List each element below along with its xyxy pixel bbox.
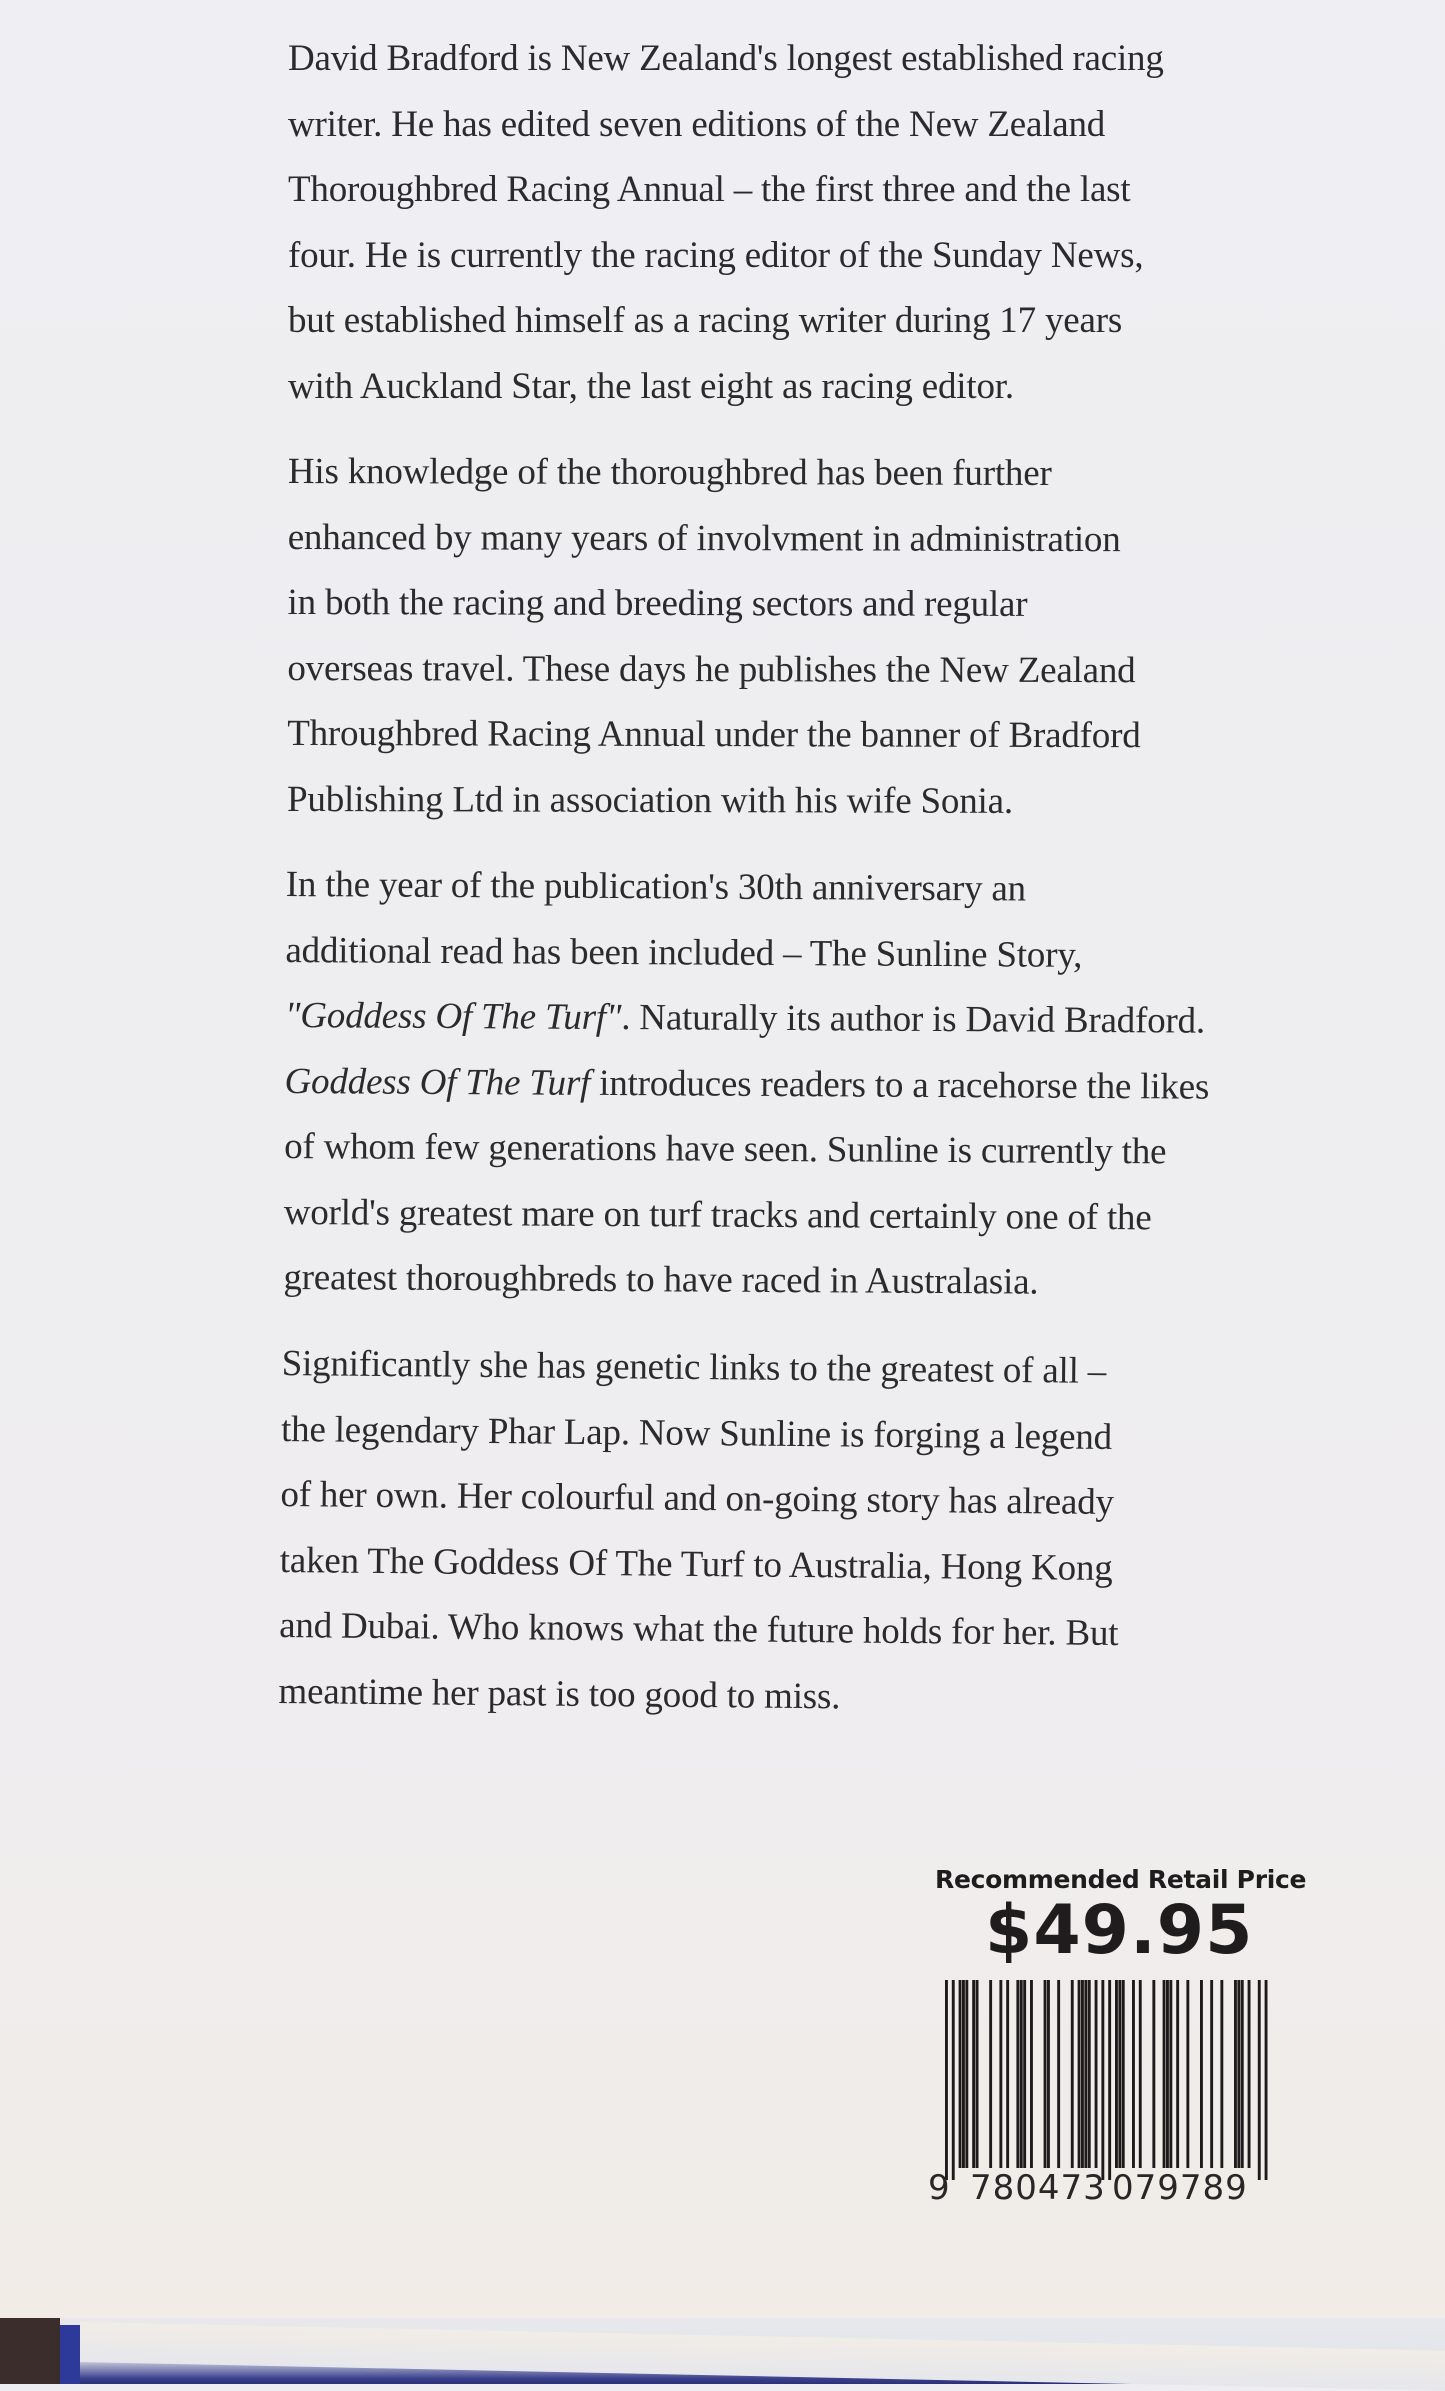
barcode-bar: [1186, 1980, 1189, 2168]
barcode-bar: [1169, 1980, 1172, 2168]
text-line: in both the racing and breeding sectors and regular: [287, 581, 1028, 625]
text-fragment: introduces readers to a racehorse the likes: [590, 1062, 1210, 1108]
blurb-text: [278, 26, 1288, 1724]
text-line: of whom few generations have seen. Sunline is currently the: [284, 1125, 1167, 1173]
text-line: with Auckland Star, the last eight as racing editor.: [288, 365, 1014, 407]
text-line: additional read has been included – The Sunline Story,: [285, 929, 1083, 976]
text-line: Publishing Ltd in association with his wife Sonia.: [287, 778, 1013, 822]
barcode-bar: [1176, 1980, 1179, 2168]
barcode-bar: [1084, 1980, 1087, 2168]
barcode-guard-bar: [1108, 1980, 1111, 2180]
text-line: of her own. Her colourful and on-going story has already: [280, 1473, 1114, 1523]
barcode-bar: [1095, 1980, 1098, 2168]
barcode-left-digits: 780473: [970, 2168, 1106, 2208]
barcode-bar: [1152, 1980, 1155, 2168]
barcode-bar: [965, 1980, 968, 2168]
barcode-bar: [1006, 1980, 1009, 2168]
barcode-bar: [1115, 1980, 1118, 2168]
barcode-bar: [1047, 1980, 1050, 2168]
isbn-barcode: [928, 1980, 1275, 2225]
barcode-bar: [962, 1980, 965, 2168]
barcode-bar: [1234, 1980, 1237, 2168]
barcode-bar: [1078, 1980, 1081, 2168]
barcode-bar: [1163, 1980, 1166, 2168]
paragraph-legend: [278, 1331, 1288, 1734]
barcode-guard-bar: [1101, 1980, 1104, 2180]
barcode-bars: [940, 1980, 1275, 2180]
text-line: Throughbred Racing Annual under the banner of Bradford: [287, 712, 1141, 757]
text-line: His knowledge of the thoroughbred has been further: [287, 450, 1052, 494]
barcode-bar: [999, 1980, 1002, 2168]
text-line: [285, 983, 1287, 1055]
barcode-bar: [1030, 1980, 1033, 2168]
barcode-bar: [1044, 1980, 1047, 2168]
paragraph-sunline-story: [283, 852, 1288, 1317]
barcode-first-digit: 9: [928, 2168, 951, 2208]
barcode-bar: [1020, 1980, 1023, 2168]
text-line: the legendary Phar Lap. Now Sunline is forging a legend: [280, 1407, 1113, 1457]
text-line: four. He is currently the racing editor of the Sunday News,: [288, 234, 1144, 276]
text-line: meantime her past is too good to miss.: [278, 1669, 841, 1717]
barcode-bar: [1132, 1980, 1135, 2168]
text-line: greatest thoroughbreds to have raced in Australasia.: [283, 1256, 1039, 1303]
text-line: enhanced by many years of involvment in administration: [287, 516, 1121, 560]
barcode-bar: [1210, 1980, 1213, 2168]
barcode-guard-bar: [1258, 1980, 1261, 2180]
barcode-bar: [1016, 1980, 1019, 2168]
barcode-bar: [1122, 1980, 1125, 2168]
paragraph-experience: [287, 439, 1288, 835]
text-line: Thoroughbred Racing Annual – the first three and the last: [288, 169, 1131, 210]
barcode-bar: [989, 1980, 992, 2168]
barcode-bar: [1166, 1980, 1169, 2168]
barcode-bar: [976, 1980, 979, 2168]
book-title-italic: Goddess Of The Turf: [284, 1060, 591, 1104]
barcode-bar: [1081, 1980, 1084, 2168]
barcode-bar: [1248, 1980, 1251, 2168]
barcode-bar: [1071, 1980, 1074, 2168]
text-line: but established himself as a racing writer during 17 years: [288, 300, 1123, 341]
paragraph-author-bio: [288, 26, 1288, 419]
text-fragment: . Naturally its author is David Bradford.: [621, 997, 1206, 1042]
barcode-guard-bar: [952, 1980, 955, 2180]
barcode-bar: [1118, 1980, 1121, 2168]
rrp-label-text: Recommended Retail Price: [935, 1865, 1307, 1894]
barcode-bar: [1241, 1980, 1244, 2168]
text-line: [284, 1048, 1286, 1120]
barcode-bar: [1237, 1980, 1240, 2168]
text-line: In the year of the publication's 30th anniversary an: [285, 863, 1027, 910]
barcode-bar: [1220, 1980, 1223, 2168]
barcode-guard-bar: [1265, 1980, 1268, 2180]
text-line: world's greatest mare on turf tracks and certainly one of the: [283, 1191, 1152, 1238]
price-label: [925, 1865, 1307, 1970]
barcode-right-digits: 079789: [1112, 2168, 1248, 2208]
barcode-bar: [1057, 1980, 1060, 2168]
book-title-italic: "Goddess Of The Turf": [284, 994, 622, 1039]
text-line: and Dubai. Who knows what the future holds for her. But: [278, 1604, 1119, 1654]
text-line: taken The Goddess Of The Turf to Australia, Hong Kong: [279, 1538, 1113, 1588]
barcode-bar: [1139, 1980, 1142, 2168]
shadow-corner: [0, 2318, 60, 2384]
price-value: $49.95: [985, 1891, 1254, 1970]
barcode-guard-bar: [945, 1980, 948, 2180]
text-line: overseas travel. These days he publishes the New Zealand: [287, 647, 1136, 691]
blue-binding-edge: [60, 2325, 80, 2384]
text-line: Significantly she has genetic links to the greatest of all –: [281, 1342, 1107, 1392]
barcode-bar: [1088, 1980, 1091, 2168]
barcode-bar: [1023, 1980, 1026, 2168]
text-line: writer. He has edited seven editions of the New Zealand: [288, 103, 1106, 145]
barcode-bar: [1200, 1980, 1203, 2168]
barcode-bar: [959, 1980, 962, 2168]
text-line: David Bradford is New Zealand's longest established racing: [288, 38, 1164, 79]
barcode-bar: [972, 1980, 975, 2168]
